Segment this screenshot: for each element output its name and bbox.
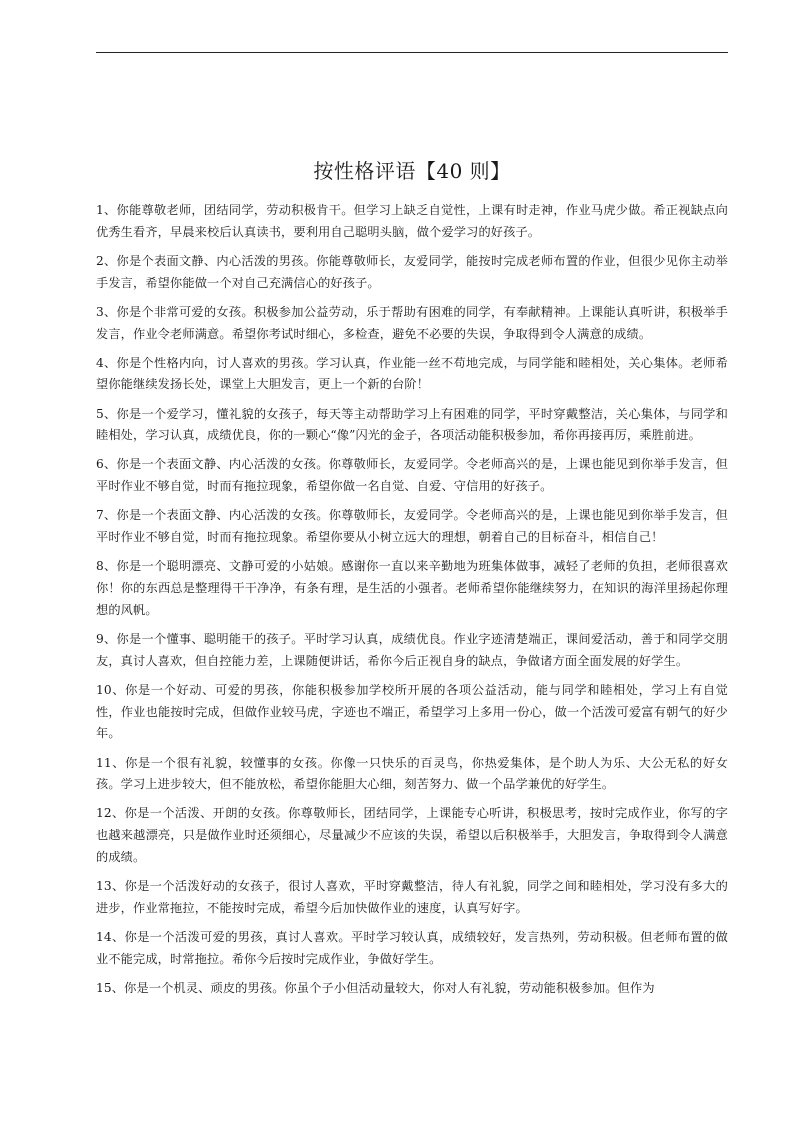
comment-paragraph-12: 12、你是一个活泼、开朗的女孩。你尊敬师长，团结同学，上课能专心听讲，积极思考，按时完成作业，你写的字也越来越漂亮，只是做作业时还须细心，尽量减少不应该的失误，希望以后积极举手，大胆发言，争取得到令人满意的成绩。	[96, 806, 728, 864]
comment-paragraph-13: 13、你是一个活泼好动的女孩子，很讨人喜欢，平时穿戴整洁，待人有礼貌，同学之间和睦相处，学习没有多大的进步，作业常拖拉，不能按时完成，希望今后加快做作业的速度，认真写好字。	[96, 879, 728, 915]
comment-paragraph-1: 1、你能尊敬老师，团结同学，劳动积极肯干。但学习上缺乏自觉性，上课有时走神，作业马虎少做。希正视缺点向优秀生看齐，早晨来校后认真读书，要利用自己聪明头脑，做个爱学习的好孩子。	[96, 203, 728, 239]
comment-paragraph-6: 6、你是一个表面文静、内心活泼的女孩。你尊敬师长，友爱同学。令老师高兴的是，上课也能见到你举手发言，但平时作业不够自觉，时而有拖拉现象，希望你做一名自觉、自爱、守信用的好孩子。	[96, 457, 728, 494]
page-title: 按性格评语【40 则】	[313, 159, 511, 183]
comment-paragraph-9: 9、你是一个懂事、聪明能干的孩子。平时学习认真，成绩优良。作业字迹清楚端正，课间爱活动，善于和同学交朋友，真讨人喜欢，但自控能力差，上课随便讲话，希你今后正视自身的缺点，争做诸方面全面发展的好学生。	[96, 631, 728, 668]
comment-paragraph-10: 10、你是一个好动、可爱的男孩，你能积极参加学校所开展的各项公益活动，能与同学和睦相处，学习上有自觉性，作业也能按时完成，但做作业较马虎，字迹也不端正，希望学习上多用一份心，做一个活泼可爱富有朝气的好少年。	[96, 682, 728, 741]
comment-paragraph-3: 3、你是个非常可爱的女孩。积极参加公益劳动，乐于帮助有困难的同学，有奉献精神。上课能认真听讲，积极举手发言，作业令老师满意。希望你考试时细心，多检查，避免不必要的失误，争取得到令人满意的成绩。	[96, 304, 728, 341]
header-rule	[96, 52, 728, 53]
comment-paragraph-4: 4、你是个性格内向，讨人喜欢的男孩。学习认真，作业能一丝不苟地完成，与同学能和睦相处，关心集体。老师希望你能继续发扬长处，课堂上大胆发言，更上一个新的台阶！	[96, 355, 728, 392]
comment-paragraph-5: 5、你是一个爱学习，懂礼貌的女孩子，每天等主动帮助学习上有困难的同学，平时穿戴整洁，关心集体，与同学和睦相处，学习认真，成绩优良，你的一颗心“像”闪光的金子，各项活动能积极参加，希你再接再厉，乘胜前进。	[96, 406, 728, 443]
comment-paragraph-11: 11、你是一个很有礼貌，较懂事的女孩。你像一只快乐的百灵鸟，你热爱集体，是个助人为乐、大公无私的好女孩。学习上进步较大，但不能放松，希望你能胆大心细，刻苦努力、做一个品学兼优的好学生。	[96, 755, 728, 792]
comment-paragraph-7: 7、你是一个表面文静、内心活泼的女孩。你尊敬师长，友爱同学。令老师高兴的是，上课也能见到你举手发言，但平时作业不够自觉，时而有拖拉现象。希望你要从小树立远大的理想，朝着自己的目标奋斗，相信自己！	[96, 508, 728, 545]
comment-paragraph-15: 15、你是一个机灵、顽皮的男孩。你虽个子小但活动量较大，你对人有礼貌，劳动能积极参加。但作为	[96, 980, 655, 995]
document-body	[96, 200, 728, 1007]
comment-paragraph-14: 14、你是一个活泼可爱的男孩，真讨人喜欢。平时学习较认真，成绩较好，发言热列，劳动积极。但老师布置的做业不能完成，时常拖拉。希你今后按时完成作业，争做好学生。	[96, 929, 728, 966]
comment-paragraph-2: 2、你是个表面文静、内心活泼的男孩。你能尊敬师长，友爱同学，能按时完成老师布置的作业，但很少见你主动举手发言，希望你能做一个对自己充满信心的好孩子。	[96, 253, 728, 290]
comment-paragraph-8: 8、你是一个聪明漂亮、文静可爱的小姑娘。感谢你一直以来辛勤地为班集体做事，减轻了老师的负担，老师很喜欢你！你的东西总是整理得干干净净，有条有理，是生活的小强者。老师希望你能继续努力，在知识的海洋里扬起你理想的风帆。	[96, 559, 728, 617]
